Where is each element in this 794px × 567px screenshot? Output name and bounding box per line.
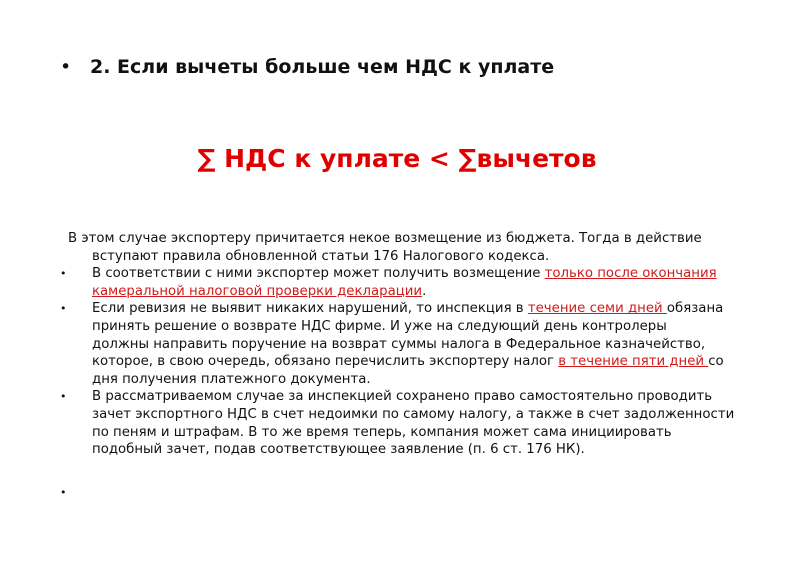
item-line bbox=[92, 353, 768, 371]
list-item bbox=[60, 300, 768, 388]
heading-text: 2. Если вычеты больше чем НДС к уплате bbox=[90, 56, 555, 78]
intro-line: вступают правила обновленной статьи 176 Налогового кодекса. bbox=[92, 248, 550, 264]
bullet: • bbox=[60, 302, 67, 316]
item-line: дня получения платежного документа. bbox=[92, 371, 371, 387]
heading-bullet: • bbox=[60, 56, 72, 78]
slide-heading bbox=[60, 56, 554, 78]
item-line: должны направить поручение на возврат суммы налога в Федеральное казначейство, bbox=[92, 336, 706, 352]
item-line: принять решение о возврате НДС фирме. И уже на следующий день контролеры bbox=[92, 318, 667, 334]
list-item bbox=[60, 265, 768, 300]
body-text bbox=[60, 230, 768, 459]
highlighted-text: течение семи дней bbox=[527, 301, 667, 317]
empty-bullet: • bbox=[60, 486, 67, 499]
item-line: по пеням и штрафам. В то же время теперь, компания может сама инициировать bbox=[92, 424, 672, 440]
item-line: зачет экспортного НДС в счет недоимки по самому налогу, а также в счет задолженности bbox=[92, 406, 735, 422]
highlighted-text: в течение пяти дней bbox=[558, 354, 709, 370]
list-item bbox=[60, 388, 768, 458]
item-text: со bbox=[708, 354, 724, 370]
item-line: подобный зачет, подав соответствующее заявление (п. 6 ст. 176 НК). bbox=[92, 442, 585, 458]
highlighted-text: только после окончания bbox=[544, 266, 717, 282]
item-text: Если ревизия не выявит никаких нарушений, то инспекция в bbox=[92, 301, 528, 317]
item-line bbox=[92, 283, 768, 301]
item-text: которое, в свою очередь, обязано перечислить экспортеру налог bbox=[92, 354, 559, 370]
item-line bbox=[92, 265, 768, 283]
intro-line: В этом случае экспортеру причитается некое возмещение из бюджета. Тогда в действие bbox=[68, 231, 702, 246]
formula: ∑ НДС к уплате < ∑вычетов bbox=[197, 144, 597, 173]
bullet: • bbox=[60, 390, 67, 404]
bullet: • bbox=[60, 267, 67, 281]
item-line bbox=[92, 300, 768, 318]
item-text: обязана bbox=[666, 301, 724, 317]
highlighted-text: камеральной налоговой проверки декларации bbox=[92, 283, 423, 299]
item-line: В рассматриваемом случае за инспекцией сохранено право самостоятельно проводить bbox=[92, 389, 713, 405]
intro-paragraph bbox=[68, 230, 768, 265]
item-text: В соответствии с ними экспортер может получить возмещение bbox=[92, 266, 545, 282]
item-text: . bbox=[422, 283, 427, 299]
